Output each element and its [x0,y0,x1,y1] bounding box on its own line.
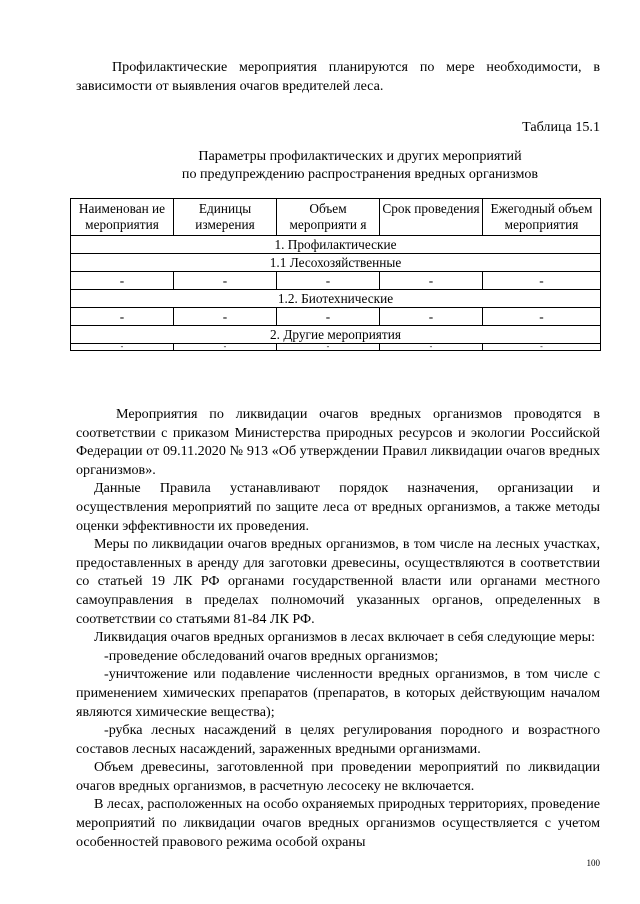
section-forestry: 1.1 Лесохозяйственные [71,254,601,272]
intro-paragraph: Профилактические мероприятия планируются по мере необходимости, в зависимости от выявления очагов вредителей леса. [76,59,600,94]
page-number: 100 [586,858,600,868]
table-cell: - [71,344,174,351]
table-number: Таблица 15.1 [522,119,600,135]
table-cell: - [71,272,174,290]
body-text [76,405,600,851]
table-cell: - [483,308,601,326]
table-row [71,308,601,326]
table-cell: - [380,308,483,326]
list-item: -рубка лесных насаждений в целях регулирования породного и возрастного составов лесных насаждений, зараженных вредными организмами. [76,722,600,757]
table-cell: - [174,344,277,351]
section-preventive: 1. Профилактические [71,236,601,254]
table-cell: - [277,308,380,326]
header-term: Срок проведения [380,199,483,236]
paragraph: Ликвидация очагов вредных организмов в лесах включает в себя следующие меры: [94,629,596,646]
table-row [71,326,601,344]
header-volume: Объем мероприяти я [277,199,380,236]
paragraph: Мероприятия по ликвидации очагов вредных организмов проводятся в соответствии с приказом Министерства природных ресурсов и экологии Российской Федерации от 09.11.2020 № 913 «Об утверждении Правил ликвидации очагов вредных организмов». [76,406,600,478]
table-cell: - [483,272,601,290]
header-units: Единицы измерения [174,199,277,236]
table-cell: - [483,344,601,351]
table-row [71,236,601,254]
paragraph: Объем древесины, заготовленной при проведении мероприятий по ликвидации очагов вредных организмов, в расчетную лесосеку не включается. [76,759,600,794]
list-item: -уничтожение или подавление численности вредных организмов, в том числе с применением химических препаратов (препаратов, в которых действующим началом являются химические вещества); [76,666,600,720]
header-annual-volume: Ежегодный объем мероприятия [483,199,601,236]
table-cell: - [277,344,380,351]
table-cell: - [174,308,277,326]
table-row [71,290,601,308]
table-row [71,344,601,351]
paragraph: Меры по ликвидации очагов вредных организмов, в том числе на лесных участках, предоставленных в аренду для заготовки древесины, осуществляются в соответствии со статьей 19 ЛК РФ органами государственной власти или органами местного самоуправления в пределах полномочий указанных органов, определенных в соответствии со статьями 81-84 ЛК РФ. [76,536,600,627]
section-other: 2. Другие мероприятия [71,326,601,344]
header-name: Наименован ие мероприятия [71,199,174,236]
parameters-table [70,198,601,351]
table-cell: - [71,308,174,326]
table-cell: - [380,344,483,351]
paragraph: В лесах, расположенных на особо охраняемых природных территориях, проведение мероприятий по ликвидации очагов вредных организмов осуществляется с учетом особенностей правового режима особой охраны [76,796,600,850]
table-caption-line2: по предупреждению распространения вредных организмов [181,166,539,182]
list-item: -проведение обследований очагов вредных организмов; [104,647,439,664]
table-row [71,254,601,272]
section-biotechnical: 1.2. Биотехнические [71,290,601,308]
table-caption-line1: Параметры профилактических и других мероприятий [198,148,522,164]
table-cell: - [174,272,277,290]
table-row [71,272,601,290]
table-caption [100,147,620,183]
table-cell: - [380,272,483,290]
table-cell: - [277,272,380,290]
table-header-row [71,199,601,236]
paragraph: Данные Правила устанавливают порядок назначения, организации и осуществления мероприятий по защите леса от вредных организмов, а также методы оценки эффективности их проведения. [76,480,600,534]
